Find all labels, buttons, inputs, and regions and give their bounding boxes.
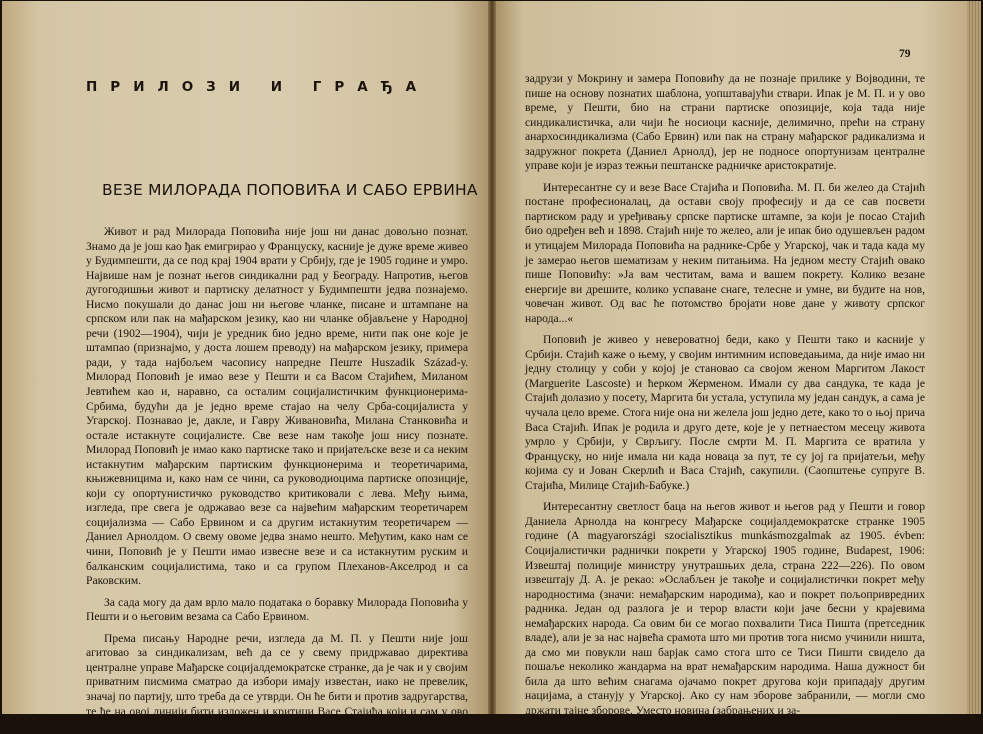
left-body-text — [86, 225, 468, 734]
page-number: 79 — [899, 48, 911, 60]
book-gutter — [488, 1, 496, 714]
section-header: ПРИЛОЗИ И ГРАЂА — [86, 79, 430, 95]
article-title: ВЕЗЕ МИЛОРАДА ПОПОВИЋА И САБО ЕРВИНА — [102, 181, 478, 199]
paragraph: Поповић је живео у невероватној беди, како у Пешти тако и касније у Србији. Стајић каже о њему, у својим интимним исповедањима, да није имао ни једну столицу у соби у којој је становао са својом женом Маргитом Лакост (Marguerite Lascoste) и ћерком Жерменом. Имали су два сандука, те када је Стајић долазио у посету, Маргита би устала, уступила му један сандук, а сама је чучала цело време. Стога није она ни желела још једно дете, како то о њој прича Васа Стајић. Ипак је родила и друго дете, које је у петнаестом месецу живота умрло у Србији, у Сврљигу. После смрти М. П. Маргита се вратила у Француску, но није имала ни када новаца за пут, те су јој га пријатељи, међу којима су и Јован Скерлић и Васа Стајић, сакупили. (Саопштење супруге В. Стајића, Милице Стајић-Бабуке.) — [525, 333, 925, 492]
page-edge — [967, 1, 981, 714]
left-page — [2, 1, 491, 733]
paragraph: задрузи у Мокрину и замера Поповићу да не познаје прилике у Војводини, те пише на основу познатих шаблона, уопштавајући ствари. Ипак је М. П. и у ово време, у Пешти, био на страни партиске опозиције, која тада није синдикалистичка, али чији ће носиоци касније, делимично, прећи на страну анархосиндикализма (Сабо Ервин) или пак на страну мађарског радикализма и задружног покрета (Даниел Арнолд), јер не подносе опортунизам централне управе који је израз тежњи пештанске радничке аристократије. — [525, 72, 925, 173]
right-page — [493, 1, 981, 717]
right-body-text — [525, 72, 925, 719]
paragraph: Живот и рад Милорада Поповића није још ни данас довољно познат. Знамо да је још као ђак емигрирао у Француску, касније је дуже време живео у Будимпешти, да се под крај 1904 врати у Србију, где је 1905 године и умро. Највише нам је познат његов синдикални рад у Београду. Напротив, његов дугогодишњи живот и партиску делатност у Будимпешти једва познајемо. Нисмо покушали до данас још ни његове чланке, писане и штампане на српском или пак на мађарском језику, као ни чланке објављене у Народној речи (1902—1904), чији је уредник био једно време, нити пак оне које је штампао (признајмо, у доста лошем преводу) на мађарском језику, примера ради, у тада најбољем часопису напредне Пеште Huszadik Század-у. Милорад Поповић је имао везе у Пешти и са Васом Стајићем, Миланом Јевтићем као и, наравно, са осталим социјалистичким функционерима-Србима, будући да је једно време стајао на челу Срба-социјалиста у Угарској. Познавао је, дакле, и Гавру Живановића, Милана Станковића и остале истакнуте социјалисте. Све везе нам такође још нису познате. Милорад Поповић је имао како партиске тако и пријатељске везе и са неким истакнутим мађарским партиским функционерима и теоретичарима, књижевницима и, како нам се чини, са руководиоцима партиске опозиције, који су опортунистичко руководство критиковали с лева. Међу њима, изгледа, пре свега је одржавао везе са највећим мађарским теоретичарем социјализма — Сабо Ервином и са другим истакнутим теоретичарем — Даниел Арнолдом. О свему овоме једва знамо нешто. Међутим, како нам се чини, Поповић је у Пешти имао извесне везе и са истакнутим руским и балканским социјалистима, тако и са групом Плеханов-Акселрод и са Раковским. — [86, 225, 468, 588]
paragraph: За сада могу да дам врло мало података о боравку Милорада Поповића у Пешти и о његовим везама са Сабо Ервином. — [86, 595, 468, 624]
paragraph: Интересантне су и везе Васе Стајића и Поповића. М. П. би желео да Стајић постане професионалац, да остави своју професију и да се сав посвети партиском раду и уређивању српске партиске штампе, за који је посао Стајић био одређен већ и 1898. Стајић није то желео, али је ипак био одушевљен радом и утицајем Милорада Поповића на раднике-Србе у Угарској, чак и тада када му је замерао његов шематизам у неким питањима. На једном месту Стајић овако пише Поповићу: »Ја вам честитам, вама и вашем покрету. Колико везане енергије ви дрешите, колико успаване снаге, телесне и умне, ви будите на нов, човечан живот. Од вас ће потомство бројати нове дане у животу српског народа...« — [525, 180, 925, 325]
book-spread — [2, 1, 981, 733]
paragraph: Интересантну светлост баца на његов живот и његов рад у Пешти и говор Даниела Арнолда на конгресу Мађарске социјалдемократске странке 1905 године (A magyarországi szocialisztikus munkásmozgalmak az 1905. évben: Социјалистички раднички покрети у Угарској 1905 године, Budapest, 1906: Извештај полиције министру унутрашњих дела, страна 222—226). По овом извештају Д. А. је рекао: »Ослабљен је такође и социјалистички покрет међу народностима (значи: немађарским народима), као и покрет пољопривредних радника. Један од разлога је и терор власти који јаче бесни у крајевима немађарских народа. Са овим би се могао похвалити Тиса Пишта (претседник владе), али је за нас највећа срамота што ми против тога нисмо учинили ништа, да смо ми повукли наш барјак само стога што се Тиси Пишти свидело да пошаље неколико жандарма на врат немађарским народима. Наша дужност би била да што већим снагама ојачамо покрет другова који припадају другим нацијама, а станују у Угарској. Ако су нам зборове забранили, — могли смо држати тајне зборове. Уместо новина (забрањених и за- — [525, 500, 925, 717]
paragraph: Према писању Народне речи, изгледа да М. П. у Пешти није још агитовао за синдикализам, већ да се у свему придржавао директива централне управе Мађарске социјалдемократске странке, да је чак и у својим приватним писмима сматрао да избори имају известан, иако не превелик, значај по партију, што треба да се утврди. Он ће бити и против задругарства, те ће на овој линији бити изложен и критици Васе Стајића који и сам у ово време ради у једној сеоској — [86, 631, 468, 733]
